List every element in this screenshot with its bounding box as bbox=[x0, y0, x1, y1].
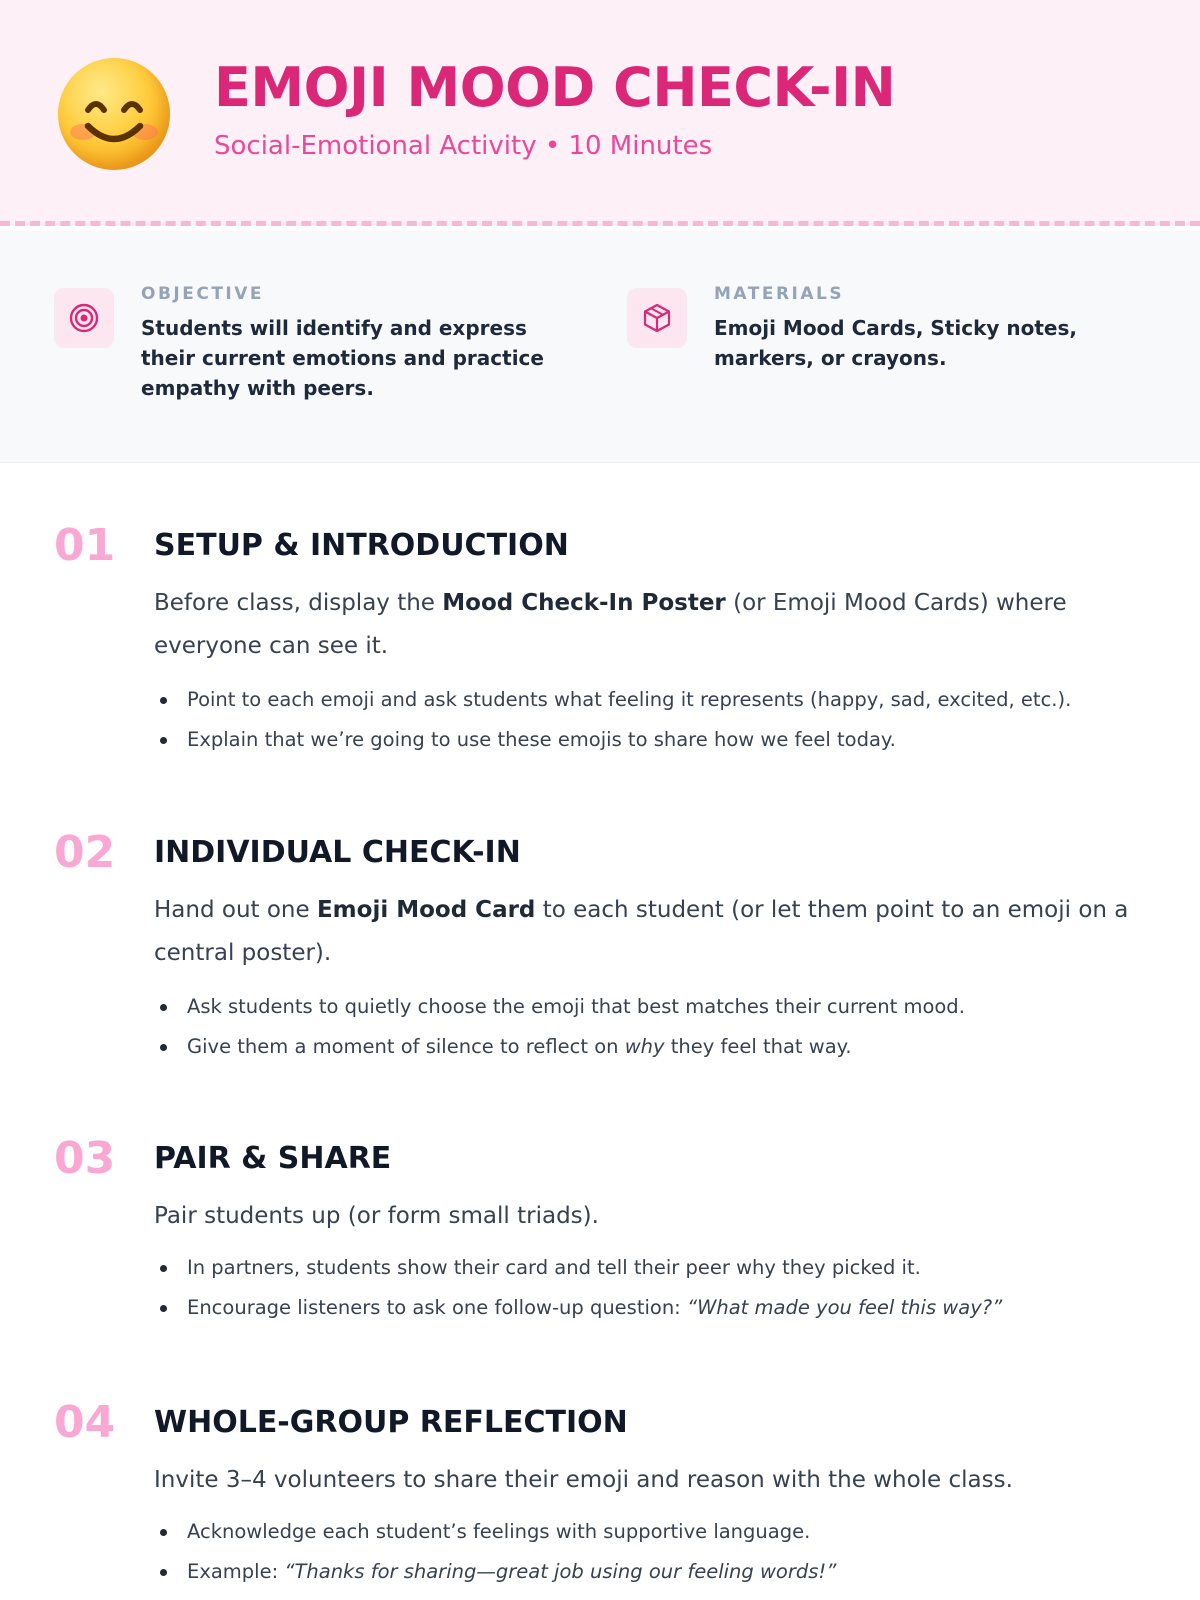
list-item: Point to each emoji and ask students what feeling it represents (happy, sad, excited, etc.). bbox=[154, 680, 1154, 720]
step-title: INDIVIDUAL CHECK-IN bbox=[154, 835, 521, 870]
step-number: 03 bbox=[54, 1133, 116, 1184]
objective-text: Students will identify and express their current emotions and practice empathy with peers. bbox=[141, 316, 544, 400]
list-item: Explain that we’re going to use these emojis to share how we feel today. bbox=[154, 720, 1154, 760]
target-icon bbox=[54, 288, 114, 348]
objective-label: OBJECTIVE bbox=[141, 284, 265, 304]
materials-label: MATERIALS bbox=[714, 284, 845, 304]
list-item: Ask students to quietly choose the emoji that best matches their current mood. bbox=[154, 987, 1154, 1027]
step-lead: Pair students up (or form small triads). bbox=[154, 1203, 599, 1229]
step-title: SETUP & INTRODUCTION bbox=[154, 528, 569, 563]
step-lead: Before class, display the Mood Check-In Poster (or Emoji Mood Cards) where everyone can see it. bbox=[154, 590, 1067, 659]
page-subtitle: Social-Emotional Activity • 10 Minutes bbox=[214, 131, 713, 161]
step-bullets bbox=[154, 1248, 1154, 1328]
step-lead: Invite 3–4 volunteers to share their emoji and reason with the whole class. bbox=[154, 1467, 1013, 1493]
step-title: PAIR & SHARE bbox=[154, 1141, 392, 1176]
step-bullets bbox=[154, 1512, 1154, 1592]
step-number: 02 bbox=[54, 827, 116, 878]
step-title: WHOLE-GROUP REFLECTION bbox=[154, 1405, 628, 1440]
step-number: 01 bbox=[54, 520, 116, 571]
list-item: Give them a moment of silence to reflect on why they feel that way. bbox=[154, 1027, 1154, 1067]
list-item: In partners, students show their card and tell their peer why they picked it. bbox=[154, 1248, 1154, 1288]
step-bullets bbox=[154, 680, 1154, 760]
step-bullets bbox=[154, 987, 1154, 1067]
materials-text: Emoji Mood Cards, Sticky notes, markers, or crayons. bbox=[714, 316, 1077, 370]
page-title: EMOJI MOOD CHECK-IN bbox=[214, 56, 896, 119]
info-panel bbox=[0, 231, 1200, 463]
header bbox=[0, 0, 1200, 226]
smiling-face-icon bbox=[58, 58, 170, 170]
list-item: Acknowledge each student’s feelings with supportive language. bbox=[154, 1512, 1154, 1552]
package-icon bbox=[627, 288, 687, 348]
step-number: 04 bbox=[54, 1397, 116, 1448]
list-item: Example: “Thanks for sharing—great job using our feeling words!” bbox=[154, 1552, 1154, 1592]
step-lead: Hand out one Emoji Mood Card to each student (or let them point to an emoji on a central poster). bbox=[154, 897, 1129, 966]
list-item: Encourage listeners to ask one follow-up question: “What made you feel this way?” bbox=[154, 1288, 1154, 1328]
